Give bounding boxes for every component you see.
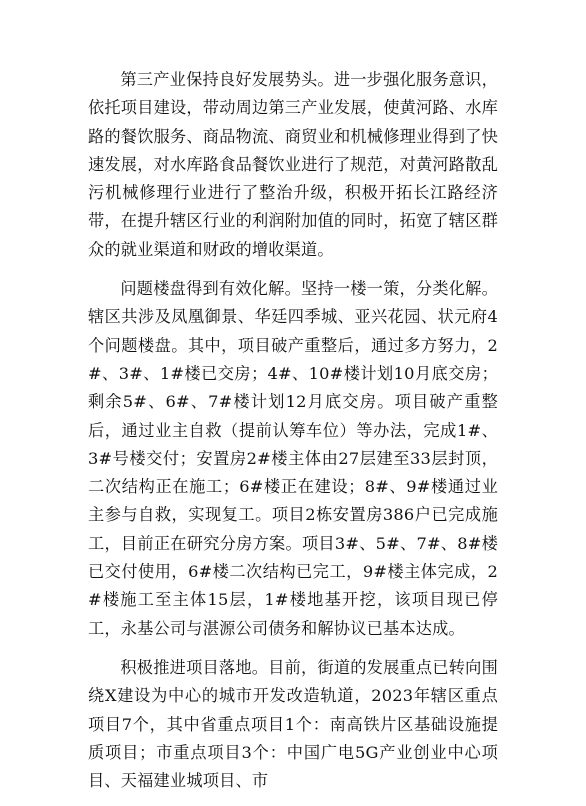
paragraph-problem-buildings: 问题楼盘得到有效化解。坚持一楼一策，分类化解。辖区共涉及凤凰御景、华廷四季城、亚兴花园、状元府4个问题楼盘。其中，项目破产重整后，通过多方努力，2#、3#、1#楼已交房；4#、10#楼计划10月底交房；剩余5#、6#、7#楼计划12月底交房。项目破产重整后，通过业主自救（提前认筹车位）等办法，完成1#、3#号楼交付；安置房2#楼主体由27层建至33层封顶，二次结构正在施工；6#楼正在建设；8#、9#楼通过业主参与自救，实现复工。项目2栋安置房386户已完成施工，目前正在研究分房方案。项目3#、5#、7#、8#楼已交付使用，6#楼二次结构已完工，9#楼主体完成，2#楼施工至主体15层，1#楼地基开挖，该项目现已停工，永基公司与湛源公司债务和解协议已基本达成。: [88, 279, 498, 638]
paragraph-project-implementation: 积极推进项目落地。目前，街道的发展重点已转向围绕X建设为中心的城市开发改造轨道，2023年辖区重点项目7个，其中省重点项目1个：南高铁片区基础设施提质项目；市重点项目3个：中国广电5G产业创业中心项目、天福建业城项目、市: [88, 657, 498, 791]
paragraph-tertiary-industry: 第三产业保持良好发展势头。进一步强化服务意识，依托项目建设，带动周边第三产业发展，使黄河路、水库路的餐饮服务、商品物流、商贸业和机械修理业得到了快速发展，对水库路食品餐饮业进行了规范，对黄河路散乱污机械修理行业进行了整治升级，积极开拓长江路经济带，在提升辖区行业的利润附加值的同时，拓宽了辖区群众的就业渠道和财政的增收渠道。: [88, 70, 498, 259]
document-body: [88, 66, 498, 806]
